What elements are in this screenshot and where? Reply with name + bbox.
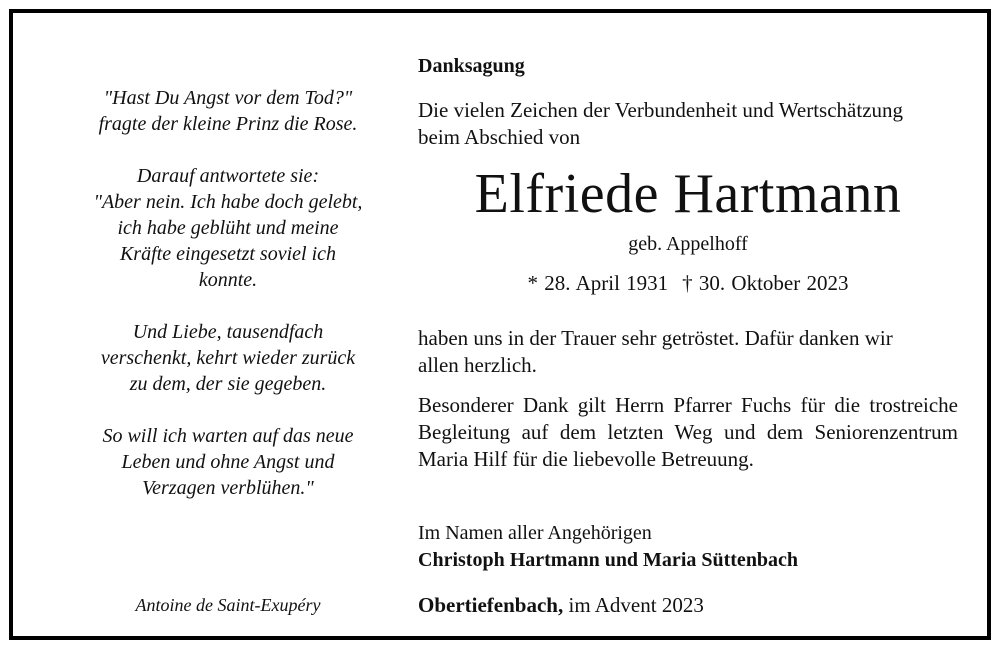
notice-frame: [9, 9, 991, 640]
poem-line: ich habe geblüht und meine: [117, 217, 339, 239]
poem-line: fragte der kleine Prinz die Rose.: [98, 113, 358, 135]
on-behalf-line: Im Namen aller Angehörigen: [418, 522, 652, 544]
poem: [53, 85, 403, 527]
poem-line: Und Liebe, tausendfach: [132, 321, 324, 343]
intro-line: Die vielen Zeichen der Verbundenheit und Wertschätzung: [418, 98, 904, 122]
thanks-line: haben uns in der Trauer sehr getröstet. Dafür danken wir: [418, 326, 893, 350]
birth-date: * 28. April 1931: [527, 271, 669, 295]
poem-stanza: [53, 423, 403, 501]
thanks-text: [418, 325, 958, 379]
intro-text: [418, 97, 958, 151]
poem-line: "Hast Du Angst vor dem Tod?": [103, 87, 353, 109]
poem-line: "Aber nein. Ich habe doch gelebt,: [93, 191, 363, 213]
poem-stanza: [53, 85, 403, 137]
place-name: Obertiefenbach,: [418, 593, 564, 617]
special-thanks-text: Besonderer Dank gilt Herrn Pfarrer Fuchs für die trostreiche Begleitung auf dem letzten Weg und dem Seniorenzentrum Maria Hilf für die liebevolle Betreuung.: [418, 393, 958, 471]
intro-line: beim Abschied von: [418, 125, 581, 149]
notice-title: Danksagung: [418, 55, 525, 77]
poem-stanza: [53, 163, 403, 293]
place-date-line: [418, 593, 958, 618]
poem-line: Kräfte eingesetzt soviel ich: [119, 243, 337, 265]
deceased-name: Elfriede Hartmann: [474, 163, 902, 225]
poem-line: konnte.: [198, 269, 258, 291]
thanks-line: allen herzlich.: [418, 353, 537, 377]
life-dates: [418, 271, 958, 296]
date-text: im Advent 2023: [568, 593, 704, 617]
signatories: Christoph Hartmann und Maria Süttenbach: [418, 549, 799, 571]
maiden-name: geb. Appelhoff: [628, 233, 748, 255]
death-date: † 30. Oktober 2023: [682, 271, 849, 295]
poem-author: Antoine de Saint-Exupéry: [135, 595, 321, 615]
poem-line: Darauf antwortete sie:: [136, 165, 320, 187]
poem-line: Leben und ohne Angst und: [121, 451, 335, 473]
poem-line: Verzagen verblühen.": [142, 477, 314, 499]
poem-line: So will ich warten auf das neue: [102, 425, 354, 447]
poem-line: zu dem, der sie gegeben.: [129, 373, 327, 395]
poem-line: verschenkt, kehrt wieder zurück: [100, 347, 356, 369]
poem-stanza: [53, 319, 403, 397]
